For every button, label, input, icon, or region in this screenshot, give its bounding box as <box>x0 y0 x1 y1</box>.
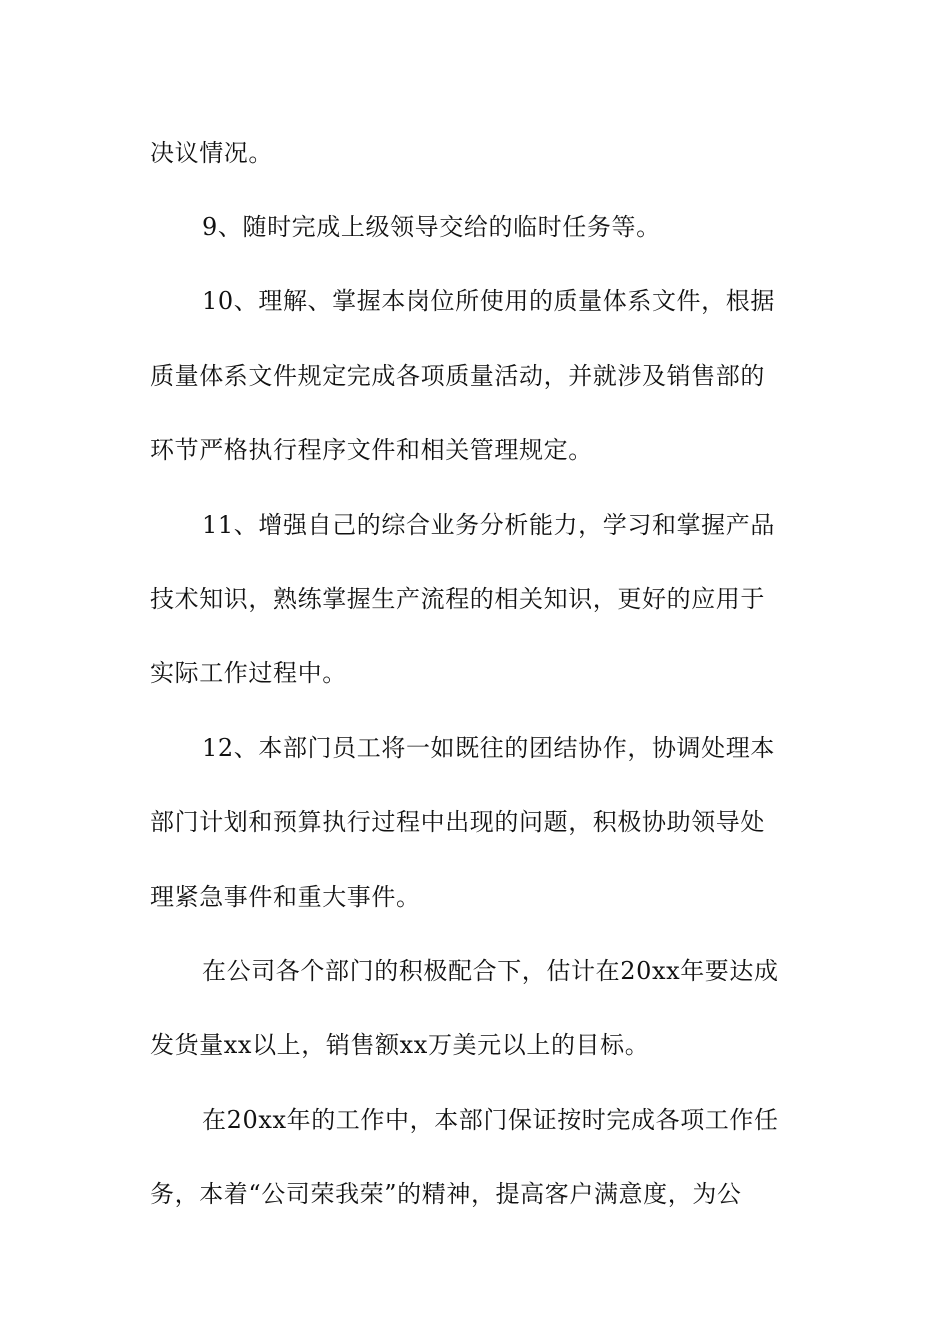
text-line: 11、增强自己的综合业务分析能力，学习和掌握产品 <box>202 511 775 539</box>
text-line: 理紧急事件和重大事件。 <box>150 883 421 911</box>
text-line: 决议情况。 <box>150 139 273 167</box>
text-line: 技术知识，熟练掌握生产流程的相关知识，更好的应用于 <box>150 585 765 613</box>
text-line: 部门计划和预算执行过程中出现的问题，积极协助领导处 <box>150 808 765 836</box>
text-line: 务，本着“公司荣我荣”的精神，提高客户满意度，为公 <box>150 1180 742 1208</box>
text-line: 9、随时完成上级领导交给的临时任务等。 <box>202 213 661 241</box>
text-line: 发货量xx以上，销售额xx万美元以上的目标。 <box>150 1031 650 1059</box>
text-line: 环节严格执行程序文件和相关管理规定。 <box>150 436 593 464</box>
text-line: 实际工作过程中。 <box>150 659 347 687</box>
text-line: 12、本部门员工将一如既往的团结协作，协调处理本 <box>202 734 775 762</box>
text-line: 在20xx年的工作中，本部门保证按时完成各项工作任 <box>202 1106 779 1134</box>
text-line: 质量体系文件规定完成各项质量活动，并就涉及销售部的 <box>150 362 765 390</box>
text-line: 在公司各个部门的积极配合下，估计在20xx年要达成 <box>202 957 779 985</box>
text-line: 10、理解、掌握本岗位所使用的质量体系文件，根据 <box>202 287 775 315</box>
